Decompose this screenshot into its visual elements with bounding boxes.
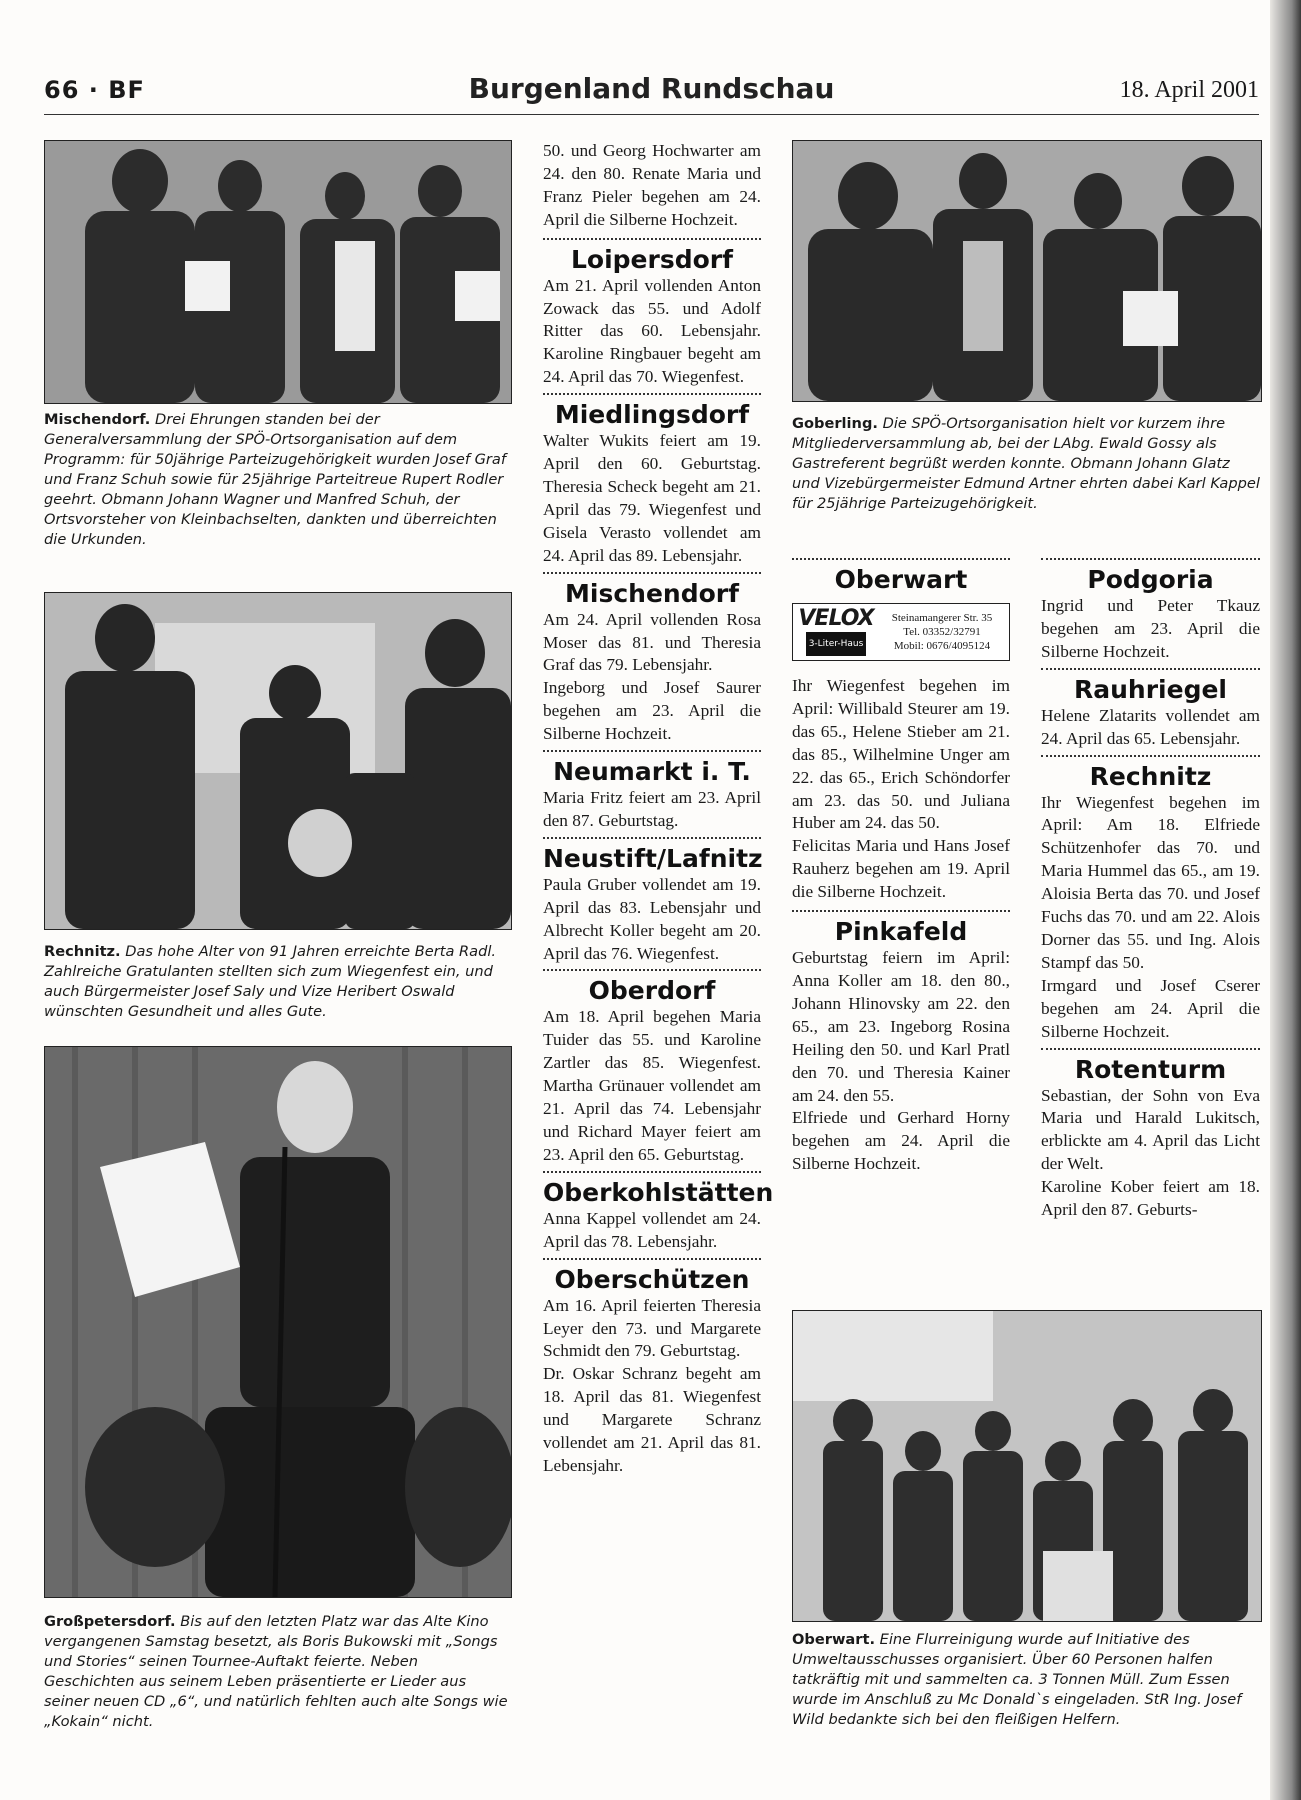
caption-text: Eine Flurreinigung wurde auf Initiative des Umweltausschusses organisiert. Über 60 Personen halfen tatkräftig mit und sammelten ca. 3 Tonnen Müll. Zum Essen wurde im Anschluß zu Mc Donald`s eingeladen. StR Ing. Josef Wild bedankte sich bei den fleißigen Helfern.: [792, 1631, 1242, 1728]
ad-mobile: Mobil: 0676/4095124: [893, 640, 991, 652]
caption-place: Großpetersdorf.: [44, 1613, 176, 1630]
section-text: Helene Zlatarits vollendet am 24. April das 65. Lebensjahr.: [1041, 705, 1260, 748]
masthead: Burgenland Rundschau: [468, 72, 835, 105]
section-rauhriegel: [1041, 668, 1260, 751]
section-text: Am 21. April vollenden Anton Zowack das 55. und Adolf Ritter das 60. Lebensjahr. Karoline Ringbauer begeht am 24. April das 70. Wiegenfest.: [543, 275, 761, 387]
section-text: Anna Kappel vollendet am 24. April das 78. Lebensjahr.: [543, 1208, 761, 1251]
section-neumarkt: [543, 750, 761, 833]
section-text: Sebastian, der Sohn von Eva Maria und Harald Lukitsch, erblickte am 4. April das Licht der Welt.: [1041, 1085, 1260, 1174]
section-heading: Podgoria: [1041, 558, 1260, 595]
section-oberwart: [792, 558, 1010, 904]
section-text: Am 24. April vollenden Rosa Moser das 81. und Theresia Graf das 79. Lebensjahr.: [543, 609, 761, 675]
ad-contact: [875, 611, 1009, 653]
section-heading: Rechnitz: [1041, 755, 1260, 792]
photo-rechnitz: [44, 592, 512, 930]
section-text-2: Elfriede und Gerhard Horny begehen am 24. April die Silberne Hochzeit.: [792, 1108, 1010, 1174]
section-text: Ihr Wiegenfest begehen im April: Willibald Steurer am 19. das 65., Helene Stieber am 21. das 85., Wilhelmine Unger am 22. das 65., Erich Schöndorfer am 23. das 50. und Juliana Huber am 24. das 50.: [792, 676, 1010, 833]
section-pinkafeld: [792, 910, 1010, 1176]
ad-logo-text: VELOX: [798, 605, 874, 631]
section-rechnitz: [1041, 755, 1260, 1044]
column-2: [543, 140, 774, 1478]
section-rotenturm: [1041, 1048, 1260, 1222]
issue-date: 18. April 2001: [1119, 77, 1259, 103]
caption-grosspetersdorf: [44, 1612, 510, 1732]
section-text-2: Felicitas Maria und Hans Josef Rauherz begehen am 19. April die Silberne Hochzeit.: [792, 836, 1010, 902]
section-neustift-lafnitz: [543, 837, 761, 966]
section-podgoria: [1041, 558, 1260, 664]
section-text: Geburtstag feiern im April: Anna Koller am 18. den 80., Johann Hlinovsky am 22. den 65., am 23. Ingeborg Rosina Heiling den 50. und Karl Pratl den 70. und Theresia Kainer am 24. den 55.: [792, 948, 1010, 1105]
photo-mischendorf: [44, 140, 512, 404]
section-heading: Rauhriegel: [1041, 668, 1260, 705]
section-text: Walter Wukits feiert am 19. April den 60. Geburtstag. Theresia Scheck begeht am 21. April das 79. Wiegenfest und Gisela Verasto vollendet am 24. April das 89. Lebensjahr.: [543, 431, 761, 565]
advertisement-velox: [792, 603, 1010, 661]
caption-rechnitz: [44, 942, 510, 1022]
column-4: [1041, 558, 1260, 1222]
section-oberkohlstaetten: [543, 1171, 774, 1254]
section-heading: Pinkafeld: [792, 910, 1010, 947]
page-edge-shadow: [1270, 0, 1301, 1800]
caption-goberling: [792, 414, 1260, 514]
caption-place: Goberling.: [792, 415, 878, 432]
ad-address: Steinamangerer Str. 35: [891, 612, 993, 624]
page-number: 66 · BF: [44, 76, 145, 104]
section-heading: Oberschützen: [543, 1258, 761, 1295]
section-text: Paula Gruber vollendet am 19. April das 83. Lebensjahr und Albrecht Koller begeht am 20. April das 76. Wiegenfest.: [543, 874, 761, 963]
photo-goberling: [792, 140, 1262, 402]
caption-place: Rechnitz.: [44, 943, 121, 960]
column-3: [792, 558, 1010, 1176]
section-heading: Miedlingsdorf: [543, 393, 761, 430]
section-text-2: Ingeborg und Josef Saurer begehen am 23. April die Silberne Hochzeit.: [543, 678, 761, 744]
section-heading: Loipersdorf: [543, 238, 761, 275]
intro-text: 50. und Georg Hochwarter am 24. den 80. Renate Maria und Franz Pieler begehen am 24. April die Silberne Hochzeit.: [543, 141, 761, 229]
section-text: Maria Fritz feiert am 23. April den 87. Geburtstag.: [543, 788, 761, 830]
section-text: Ihr Wiegenfest begehen im April: Am 18. Elfriede Schützenhofer das 70. und Maria Hummel das 65., am 19. Aloisia Berta das 70. und Josef Fuchs das 70. und am 22. Alois Dorner das 55. und Ing. Alois Stampf das 50.: [1041, 792, 1260, 972]
section-mischendorf: [543, 572, 761, 746]
section-text-2: Dr. Oskar Schranz begeht am 18. April das 81. Wiegenfest und Margarete Schranz vollendet am 21. April das 81. Lebensjahr.: [543, 1364, 761, 1475]
caption-text: Die SPÖ-Ortsorganisation hielt vor kurzem ihre Mitgliederversammlung ab, bei der LAbg. Ewald Gossy als Gastreferent begrüßt werden konnte. Obmann Johann Glatz und Vizebürgermeister Edmund Artner ehrten dabei Karl Kappel für 25jährige Parteizugehörigkeit.: [792, 415, 1260, 512]
section-heading: Oberwart: [792, 558, 1010, 595]
section-text: Am 16. April feierten Theresia Leyer den 73. und Margarete Schmidt den 79. Geburtstag.: [543, 1295, 761, 1361]
velox-logo: [797, 607, 875, 657]
section-text-2: Karoline Kober feiert am 18. April den 87. Geburts-: [1041, 1177, 1260, 1220]
photo-grosspetersdorf: [44, 1046, 512, 1598]
section-heading: Oberkohlstätten: [543, 1171, 761, 1208]
caption-oberwart: [792, 1630, 1260, 1730]
page-header: [44, 72, 1259, 115]
caption-text: Bis auf den letzten Platz war das Alte Kino vergangenen Samstag besetzt, als Boris Bukowski mit „Songs und Stories“ seinen Tournee-Auftakt feierte. Neben Geschichten aus seinem Leben präsentierte er Lieder aus seiner neuen CD „6“, und natürlich fehlten auch alte Songs wie „Kokain“ nicht.: [44, 1613, 508, 1730]
section-heading: Rotenturm: [1041, 1048, 1260, 1085]
section-heading: Oberdorf: [543, 969, 761, 1006]
section-text: Ingrid und Peter Tkauz begehen am 23. April die Silberne Hochzeit.: [1041, 596, 1260, 661]
section-oberdorf: [543, 969, 761, 1166]
section-heading: Neumarkt i. T.: [543, 750, 761, 787]
section-text-2: Irmgard und Josef Cserer begehen am 24. April die Silberne Hochzeit.: [1041, 975, 1260, 1041]
section-miedlingsdorf: [543, 393, 761, 567]
caption-mischendorf: [44, 410, 510, 550]
section-oberschuetzen: [543, 1258, 761, 1478]
section-heading: Mischendorf: [543, 572, 761, 609]
photo-oberwart: [792, 1310, 1262, 1622]
ad-phone: Tel. 03352/32791: [903, 626, 981, 638]
section-text: Am 18. April begehen Maria Tuider das 55. und Karoline Zartler das 85. Wiegenfest. Martha Grünauer vollendet am 21. April das 74. Lebensjahr und Richard Mayer feiert am 23. April den 65. Geburtstag.: [543, 1007, 761, 1164]
caption-place: Oberwart.: [792, 1631, 875, 1648]
section-loipersdorf: [543, 238, 761, 390]
ad-logo-sub: 3-Liter-Haus: [806, 632, 867, 657]
caption-text: Das hohe Alter von 91 Jahren erreichte Berta Radl. Zahlreiche Gratulanten stellten sich zum Wiegenfest ein, und auch Bürgermeister Josef Saly und Vize Heribert Oswald wünschten Gesundheit und alles Gute.: [44, 943, 497, 1020]
section-heading: Neustift/Lafnitz: [543, 837, 761, 874]
caption-text: Drei Ehrungen standen bei der Generalversammlung der SPÖ-Ortsorganisation auf dem Programm: für 50jährige Parteizugehörigkeit wurden Josef Graf und Franz Schuh sowie für 25jährige Parteitreue Rupert Rodler geehrt. Obmann Johann Wagner und Manfred Schuh, der Ortsvorsteher von Kleinbachselten, dankten und überreichten die Urkunden.: [44, 411, 506, 548]
caption-place: Mischendorf.: [44, 411, 151, 428]
